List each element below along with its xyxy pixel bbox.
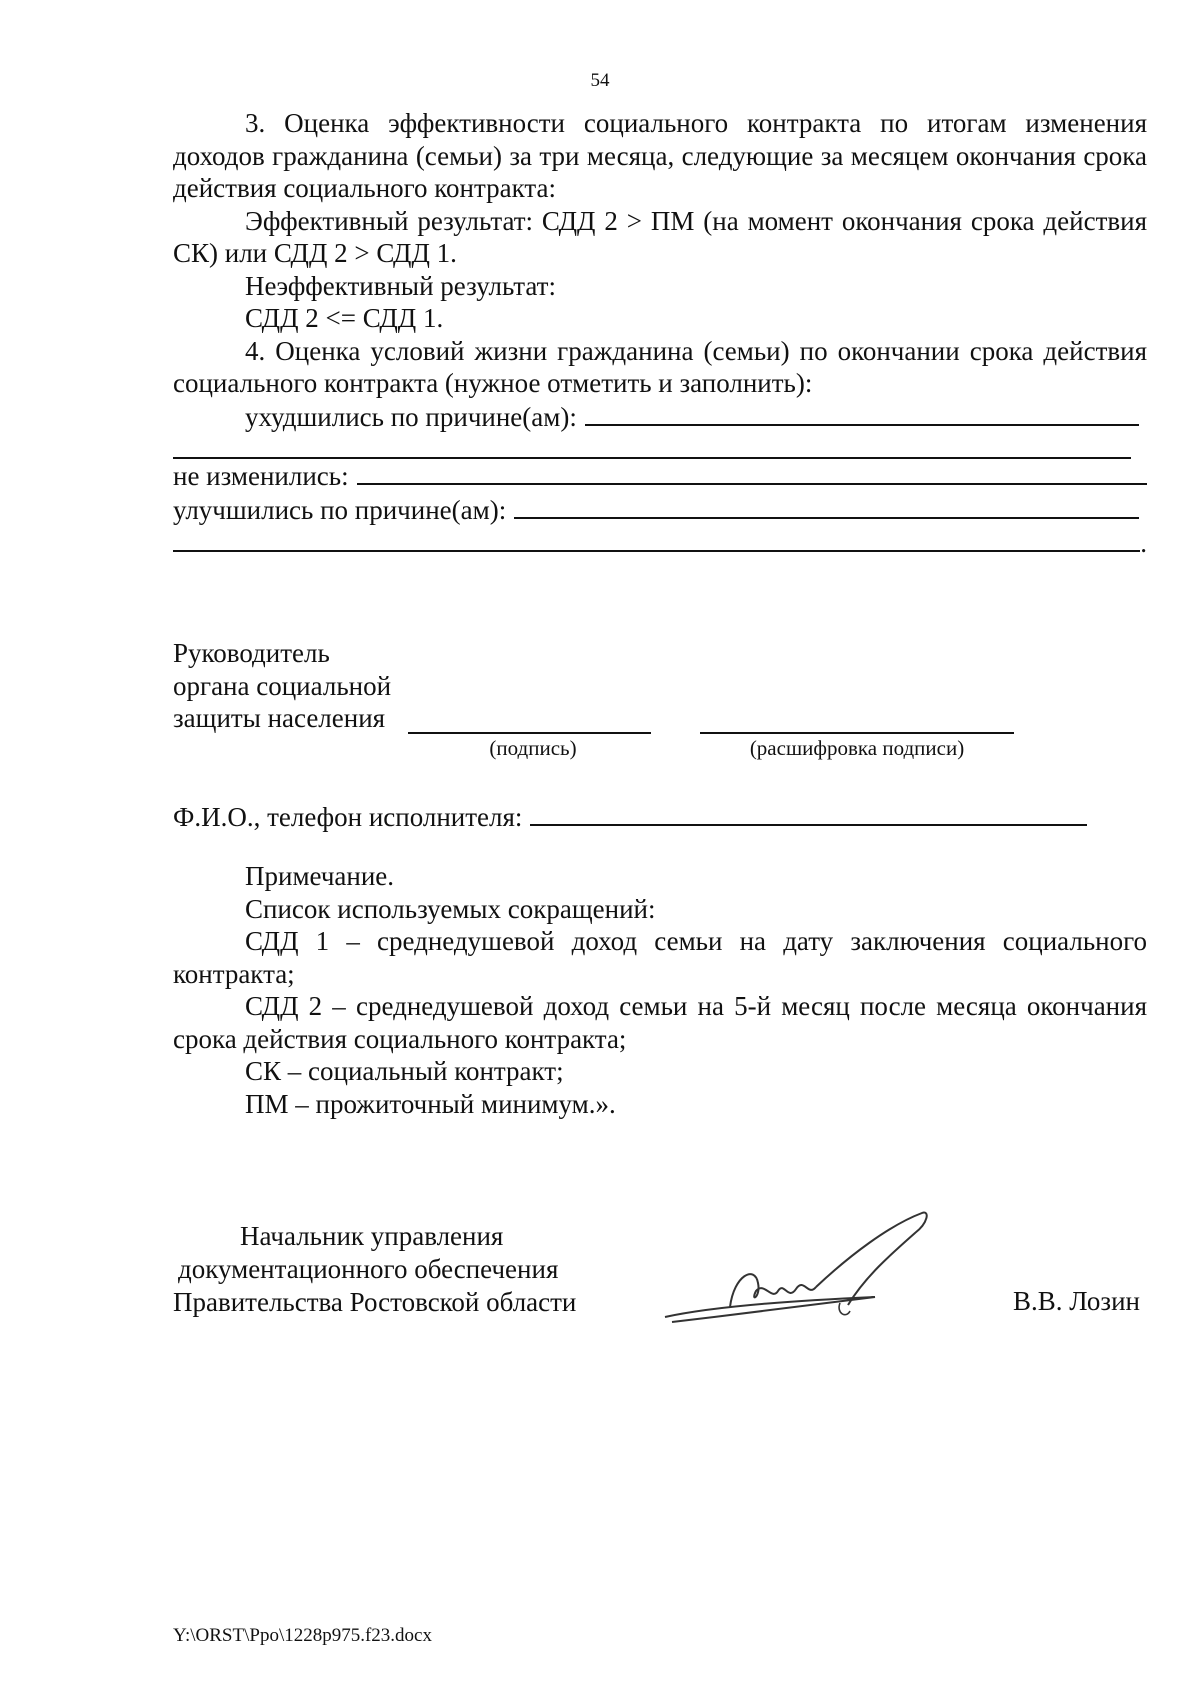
worsened-row-2 <box>173 433 1147 459</box>
signature-caption: (подпись) <box>489 736 577 760</box>
unchanged-label: не изменились: <box>173 461 349 491</box>
improved-label: улучшились по причине(ам): <box>173 494 507 525</box>
effective-result: Эффективный результат: СДД 2 > ПМ (на момент окончания срока действия СК) или СДД 2 > СДД 1. <box>173 205 1147 268</box>
ineffective-result-label: Неэффективный результат: <box>245 270 556 301</box>
abbrev-sdd1: СДД 1 – среднедушевой доход семьи на дату заключения социального контракта; <box>173 926 1147 989</box>
contact-line <box>173 800 1123 834</box>
position-line-3: Правительства Ростовской области <box>173 1287 577 1317</box>
signature-blank-field[interactable] <box>408 730 651 734</box>
abbrev-pm: ПМ – прожиточный минимум.». <box>245 1088 616 1119</box>
improved-blank-field-2[interactable] <box>173 526 1140 552</box>
head-title-line-3: защиты населения <box>173 703 386 733</box>
abbrev-title: Список используемых сокращений: <box>245 893 656 924</box>
section-4-paragraph: 4. Оценка условий жизни гражданина (семьи) по окончании срока действия социального контракта (нужное отметить и заполнить): <box>173 335 1147 398</box>
evaluation-section <box>173 107 1147 560</box>
improved-row-2 <box>173 526 1147 560</box>
handwritten-signature <box>660 1205 950 1330</box>
improved-blank-field[interactable] <box>514 493 1139 519</box>
unchanged-row <box>173 459 1147 493</box>
page-number: 54 <box>590 70 610 91</box>
position-line-2: документационного обеспечения <box>178 1254 559 1284</box>
position-line-1: Начальник управления <box>240 1221 504 1251</box>
file-path: Y:\ORST\Ppo\1228p975.f23.docx <box>173 1625 432 1646</box>
head-title <box>173 637 391 735</box>
worsened-blank-field[interactable] <box>585 400 1139 426</box>
ineffective-result-value: СДД 2 <= СДД 1. <box>245 303 444 333</box>
contact-row <box>173 800 1123 834</box>
end-dot: . <box>1140 528 1147 558</box>
section-3-paragraph: 3. Оценка эффективности социального контракта по итогам изменения доходов гражданина (семьи) за три месяца, следующие за месяцем окончания срока действия социального контракта: <box>173 108 1147 203</box>
contact-blank-field[interactable] <box>530 800 1087 826</box>
unchanged-blank-field[interactable] <box>357 459 1147 485</box>
worsened-label: ухудшились по причине(ам): <box>245 401 577 432</box>
signature-decoding-caption: (расшифровка подписи) <box>749 736 965 760</box>
head-title-line-2: органа социальной <box>173 670 392 701</box>
note-section <box>173 860 1147 1120</box>
worsened-row <box>173 400 1147 434</box>
abbrev-sk: СК – социальный контракт; <box>245 1056 564 1086</box>
note-title: Примечание. <box>245 861 395 891</box>
abbrev-sdd2: СДД 2 – среднедушевой доход семьи на 5-й месяц после месяца окончания срока действия социального контракта; <box>173 991 1147 1054</box>
signatory-name: В.В. Лозин <box>1013 1286 1140 1316</box>
head-title-line-1: Руководитель <box>173 638 330 668</box>
signature-decoding-blank-field[interactable] <box>700 730 1014 734</box>
worsened-blank-field-2[interactable] <box>173 433 1131 459</box>
contact-label: Ф.И.О., телефон исполнителя: <box>173 802 523 832</box>
improved-row <box>173 493 1147 527</box>
